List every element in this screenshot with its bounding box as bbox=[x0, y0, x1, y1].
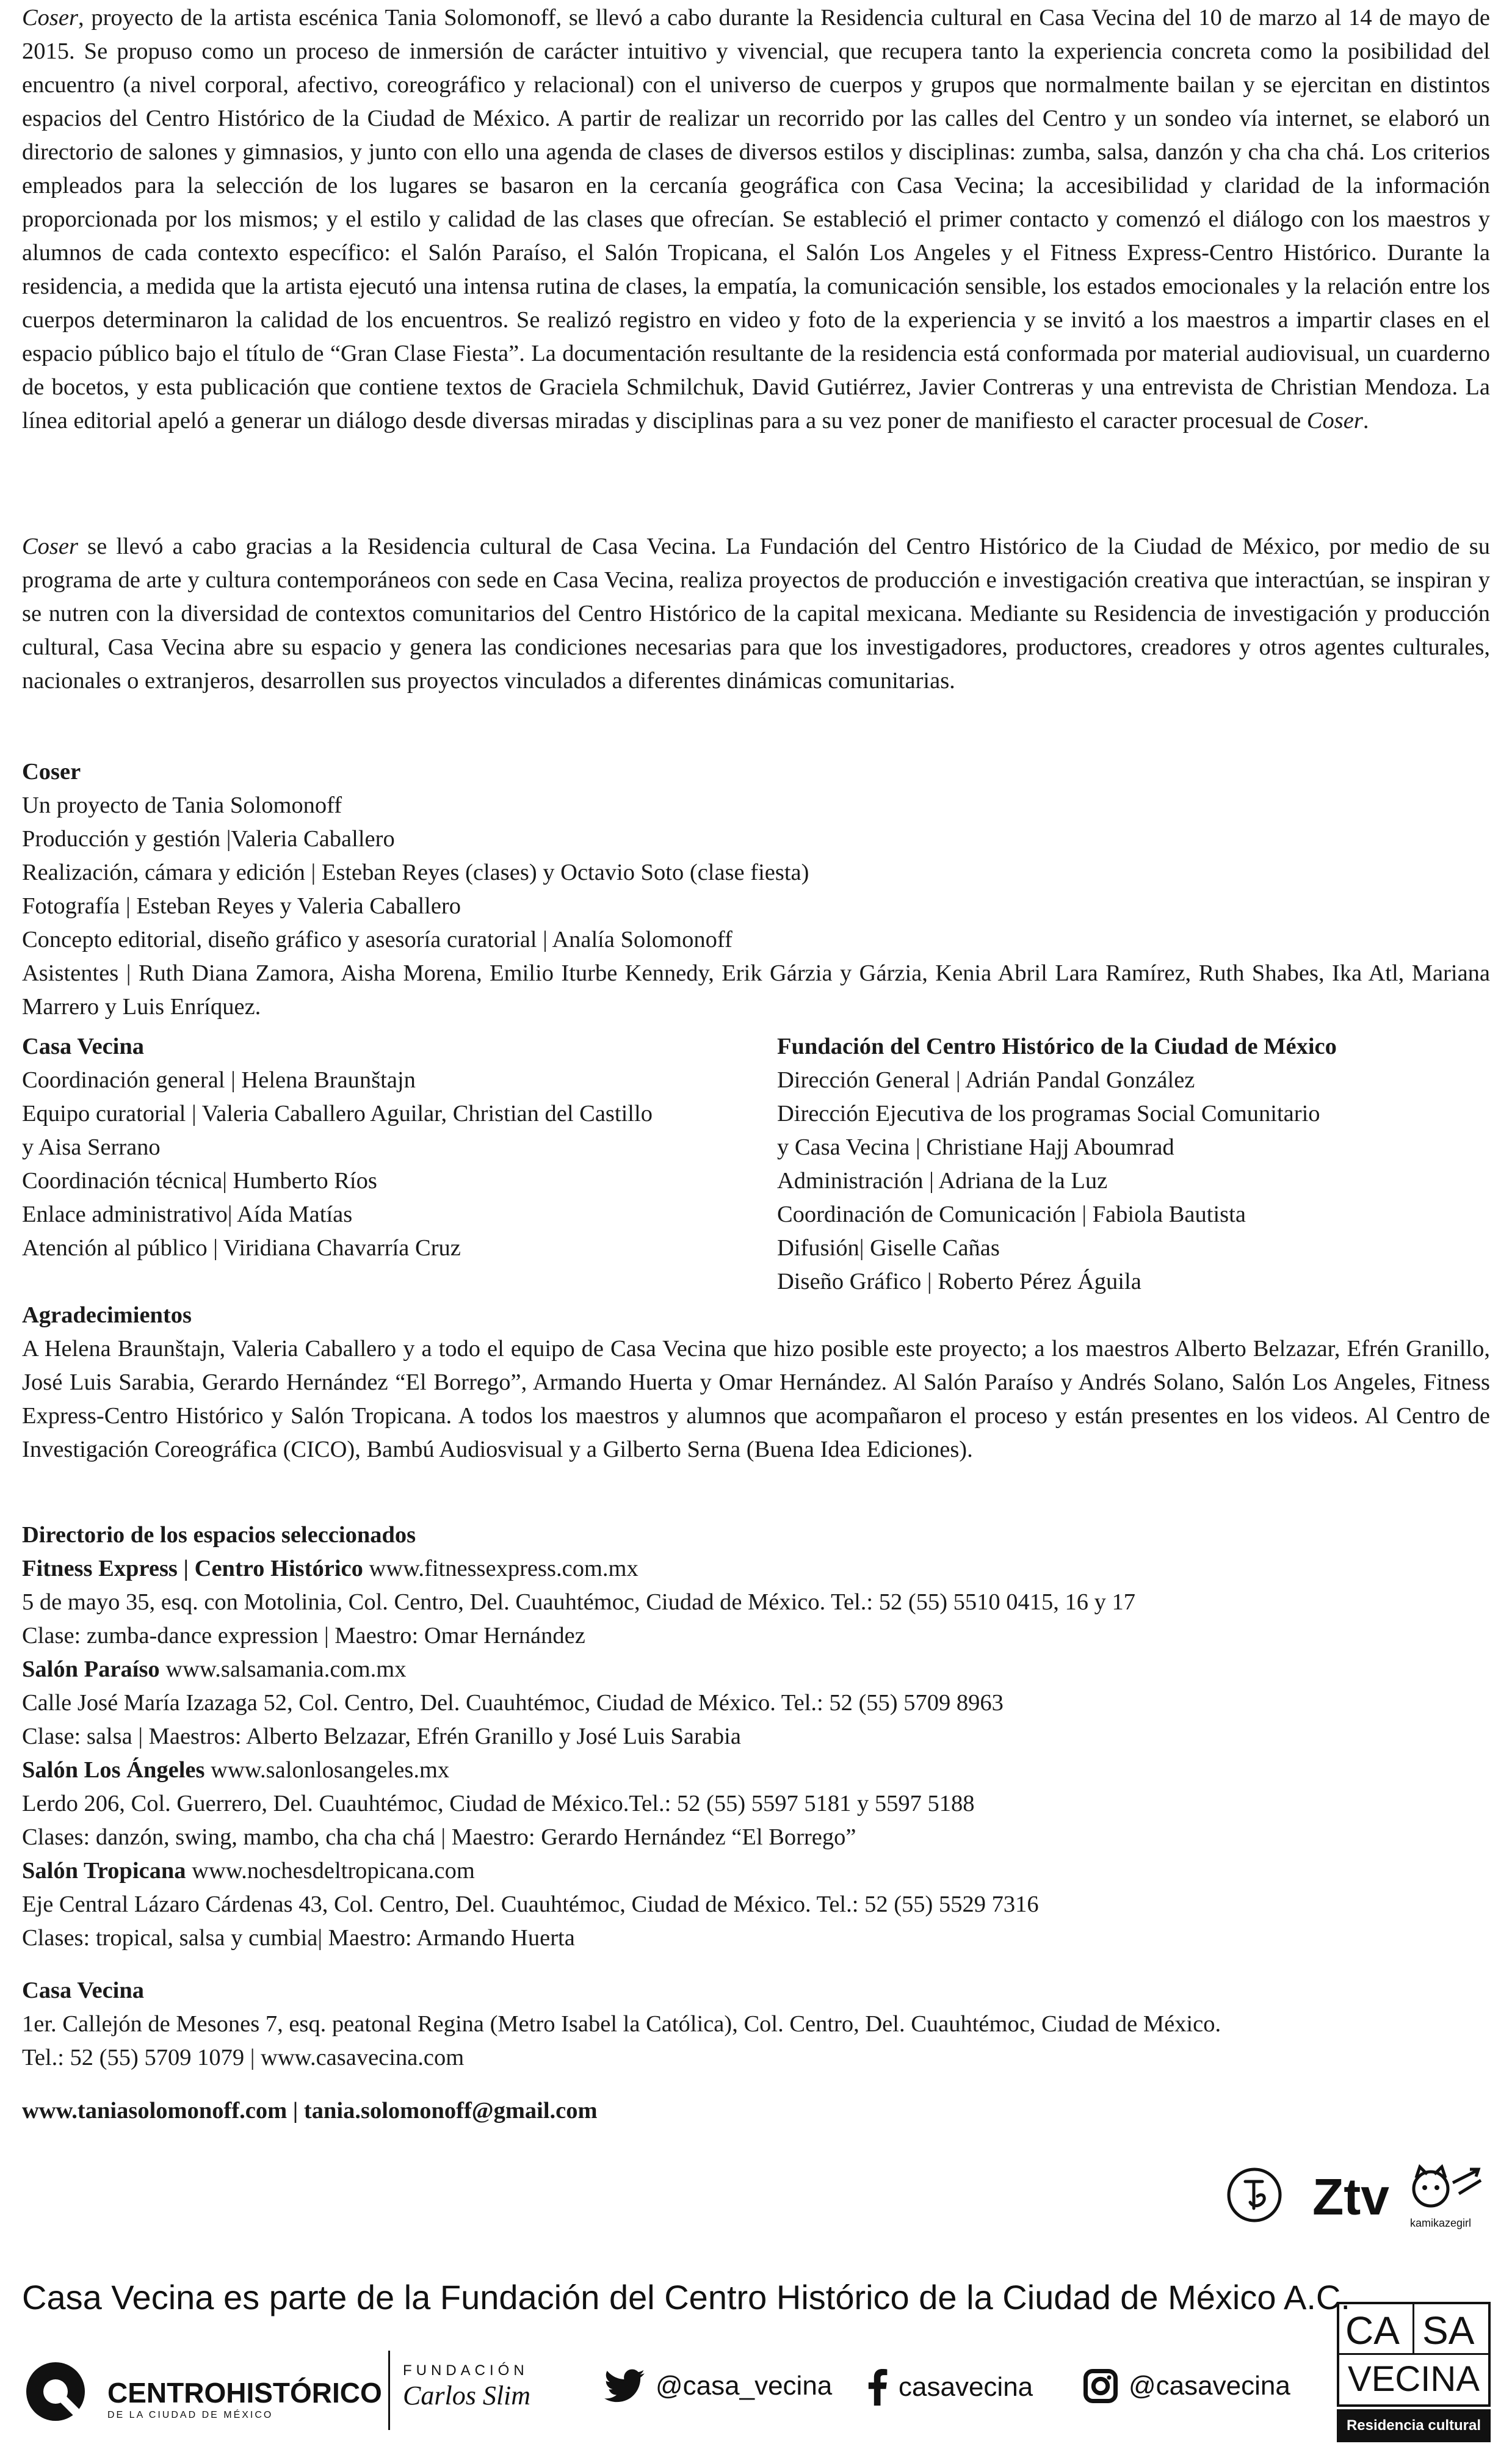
address-line-2: Tel.: 52 (55) 5709 1079 | www.casavecina.com bbox=[22, 2045, 465, 2070]
casa-vecina-line-2: Equipo curatorial | Valeria Caballero Aguilar, Christian del Castillo bbox=[22, 1101, 653, 1126]
casa-logo-sa: SA bbox=[1422, 2309, 1475, 2352]
venue-fitness-header bbox=[22, 1552, 1490, 1586]
coser-credits bbox=[22, 755, 1490, 1024]
venue-paraiso-url[interactable]: www.salsamania.com.mx bbox=[159, 1656, 407, 1682]
contact-section bbox=[22, 2094, 1490, 2128]
casa-vecina-address bbox=[22, 1974, 1490, 2075]
centro-historico-sub: DE LA CIUDAD DE MÉXICO bbox=[107, 2410, 273, 2420]
contact-links[interactable]: www.taniasolomonoff.com | tania.solomonoff@gmail.com bbox=[22, 2098, 598, 2124]
fundacion-line-3: y Casa Vecina | Christiane Hajj Aboumrad bbox=[777, 1134, 1174, 1160]
ztv-logo: Ztv bbox=[1312, 2168, 1389, 2225]
kamikaze-logo bbox=[1410, 2164, 1483, 2232]
second-title: Coser bbox=[22, 534, 78, 559]
intro-title: Coser bbox=[22, 5, 78, 31]
venue-fitness-address: 5 de mayo 35, esq. con Motolinia, Col. Centro, Del. Cuauhtémoc, Ciudad de México. Tel.: 52 (55) 5510 0415, 16 y 17 bbox=[22, 1589, 1136, 1615]
footer-tagline: Casa Vecina es parte de la Fundación del Centro Histórico de la Ciudad de México A.C. bbox=[22, 2278, 1350, 2316]
instagram-handle: @casavecina bbox=[1129, 2371, 1290, 2401]
coser-line-4: Fotografía | Esteban Reyes y Valeria Caballero bbox=[22, 893, 461, 919]
thanks-section bbox=[22, 1299, 1490, 1467]
intro-end: . bbox=[1362, 408, 1369, 433]
venue-angeles-url[interactable]: www.salonlosangeles.mx bbox=[204, 1757, 450, 1783]
venue-angeles-classes: Clases: danzón, swing, mambo, cha cha chá | Maestro: Gerardo Hernández “El Borrego” bbox=[22, 1824, 856, 1850]
ts-logo-icon bbox=[1227, 2164, 1282, 2225]
venue-fitness-classes: Clase: zumba-dance expression | Maestro: Omar Hernández bbox=[22, 1623, 585, 1649]
thanks-text: A Helena Braunštajn, Valeria Caballero y a todo el equipo de Casa Vecina que hizo posible este proyecto; a los maestros Alberto Belzazar, Efrén Granillo, José Luis Sarabia, Gerardo Hernández “El Borrego”, Armando Huerta y Omar Hernández. Al Salón Paraíso y Andrés Solano, Salón Los Angeles, Fitness Express-Centro Histórico y Salón Tropicana. A todos los maestros y alumnos que acompañaron el proceso y están presentes en los videos. Al Centro de Investigación Coreográfica (CICO), Bambú Audiosvisual y a Gilberto Serna (Buena Idea Ediciones). bbox=[22, 1336, 1490, 1462]
venue-paraiso-classes: Clase: salsa | Maestros: Alberto Belzazar, Efrén Granillo y José Luis Sarabia bbox=[22, 1724, 741, 1749]
casa-vecina-heading: Casa Vecina bbox=[22, 1034, 145, 1059]
venue-tropicana-classes: Clases: tropical, salsa y cumbia| Maestro: Armando Huerta bbox=[22, 1925, 575, 1951]
fundacion-line-2: Dirección Ejecutiva de los programas Social Comunitario bbox=[777, 1101, 1320, 1126]
second-text: se llevó a cabo gracias a la Residencia cultural de Casa Vecina. La Fundación del Centro Histórico de la Ciudad de México, por medio de su programa de arte y cultura contemporáneos con sede en Casa Vecina, realiza proyectos de producción e investigación creativa que interactúan, se inspiran y se nutren con la diversidad de contextos comunitarios del Centro Histórico de la capital mexicana. Mediante su Residencia de investigación y producción cultural, Casa Vecina abre su espacio y genera las condiciones necesarias para que los investigadores, productores, creadores y otros agentes culturales, nacionales o extranjeros, desarrollen sus proyectos vinculados a diferentes dinámicas comunitarias. bbox=[22, 534, 1490, 694]
casa-vecina-line-3: y Aisa Serrano bbox=[22, 1134, 161, 1160]
intro-section bbox=[22, 1, 1490, 438]
fundacion-heading: Fundación del Centro Histórico de la Ciudad de México bbox=[777, 1034, 1337, 1059]
thanks-heading: Agradecimientos bbox=[22, 1302, 192, 1328]
coser-line-1: Un proyecto de Tania Solomonoff bbox=[22, 793, 342, 818]
casa-vecina-line-6: Atención al público | Viridiana Chavarría Cruz bbox=[22, 1235, 461, 1261]
centro-historico-icon bbox=[22, 2358, 89, 2425]
facebook-link[interactable] bbox=[867, 2369, 1033, 2406]
venue-tropicana-address: Eje Central Lázaro Cárdenas 43, Col. Centro, Del. Cuauhtémoc, Ciudad de México. Tel.: 52 (55) 5529 7316 bbox=[22, 1892, 1039, 1917]
fundacion-credits bbox=[777, 1030, 1510, 1299]
venue-fitness-url[interactable]: www.fitnessexpress.com.mx bbox=[363, 1556, 638, 1581]
casa-vecina-line-5: Enlace administrativo| Aída Matías bbox=[22, 1202, 353, 1227]
venue-tropicana-name: Salón Tropicana bbox=[22, 1858, 186, 1884]
footer-divider bbox=[388, 2351, 390, 2430]
centro-historico-logo bbox=[22, 2358, 388, 2425]
coser-assistants: Asistentes | Ruth Diana Zamora, Aisha Morena, Emilio Iturbe Kennedy, Erik Gárzia y Gárzia, Kenia Abril Lara Ramírez, Ruth Shabes, Ika Atl, Mariana Marrero y Luis Enríquez. bbox=[22, 960, 1490, 1020]
casa-vecina-logo bbox=[1337, 2302, 1489, 2447]
fundacion-slim-logo bbox=[403, 2362, 586, 2423]
fundacion-line-7: Diseño Gráfico | Roberto Pérez Águila bbox=[777, 1269, 1141, 1294]
coser-line-2: Producción y gestión |Valeria Caballero bbox=[22, 826, 395, 852]
venue-angeles-address: Lerdo 206, Col. Guerrero, Del. Cuauhtémoc, Ciudad de México.Tel.: 52 (55) 5597 5181 y 5597 5188 bbox=[22, 1791, 975, 1816]
fundacion-line-5: Coordinación de Comunicación | Fabiola Bautista bbox=[777, 1202, 1246, 1227]
casa-vecina-line-1: Coordinación general | Helena Braunštajn bbox=[22, 1067, 416, 1093]
address-heading: Casa Vecina bbox=[22, 1978, 145, 2003]
casa-logo-vecina: VECINA bbox=[1348, 2359, 1480, 2399]
fundacion-name: Carlos Slim bbox=[403, 2381, 531, 2410]
twitter-handle: @casa_vecina bbox=[656, 2371, 833, 2401]
coser-line-5: Concepto editorial, diseño gráfico y asesoría curatorial | Analía Solomonoff bbox=[22, 927, 732, 952]
venue-angeles-name: Salón Los Ángeles bbox=[22, 1757, 205, 1783]
intro-text: , proyecto de la artista escénica Tania Solomonoff, se llevó a cabo durante la Residencia cultural en Casa Vecina del 10 de marzo al 14 de mayo de 2015. Se propuso como un proceso de inmersión de carácter intuitivo y vivencial, que recupera tanto la experiencia concreta como la posibilidad del encuentro (a nivel corporal, afectivo, coreográfico y relacional) con el universo de cuerpos y grupos que normalmente bailan y se ejercitan en distintos espacios del Centro Histórico de la Ciudad de México. A partir de realizar un recorrido por las calles del Centro y un sondeo vía internet, se elaboró un directorio de salones y gimnasios, y junto con ello una agenda de clases de diversos estilos y disciplinas: zumba, salsa, danzón y cha cha chá. Los criterios empleados para la selección de los lugares se basaron en la cercanía geográfica con Casa Vecina; la accesibilidad y claridad de la información proporcionada por los mismos; y el estilo y calidad de las clases que ofrecían. Se estableció el primer contacto y comenzó el diálogo con los maestros y alumnos de cada contexto específico: el Salón Paraíso, el Salón Tropicana, el Salón Los Angeles y el Fitness Express-Centro Histórico. Durante la residencia, a medida que la artista ejecutó una intensa rutina de clases, la empatía, la comunicación sensible, los estados emocionales y la relación entre los cuerpos determinaron la calidad de los encuentros. Se realizó registro en video y foto de la experiencia y se invitó a los maestros a impartir clases en el espacio público bajo el título de “Gran Clase Fiesta”. La documentación resultante de la residencia está conformada por material audiovisual, un cuarderno de bocetos, y esta publicación que contiene textos de Graciela Schmilchuk, David Gutiérrez, Javier Contreras y una entrevista de Christian Mendoza. La línea editorial apeló a generar un diálogo desde diversas miradas y disciplinas para a su vez poner de manifiesto el caracter procesual de bbox=[22, 5, 1490, 433]
venue-fitness-name: Fitness Express | Centro Histórico bbox=[22, 1556, 363, 1581]
facebook-handle: casavecina bbox=[899, 2372, 1033, 2402]
venue-paraiso-name: Salón Paraíso bbox=[22, 1656, 160, 1682]
ts-logo bbox=[1227, 2164, 1282, 2225]
facebook-icon bbox=[867, 2369, 888, 2406]
kamikaze-cat-icon bbox=[1410, 2164, 1483, 2213]
directory-heading: Directorio de los espacios seleccionados bbox=[22, 1522, 416, 1548]
venue-paraiso-address: Calle José María Izazaga 52, Col. Centro, Del. Cuauhtémoc, Ciudad de México. Tel.: 52 (55) 5709 8963 bbox=[22, 1690, 1004, 1716]
coser-line-3: Realización, cámara y edición | Esteban Reyes (clases) y Octavio Soto (clase fiesta) bbox=[22, 860, 809, 885]
casa-vecina-credits bbox=[22, 1030, 754, 1265]
venue-tropicana-url[interactable]: www.nochesdeltropicana.com bbox=[186, 1858, 475, 1884]
twitter-link[interactable] bbox=[604, 2369, 832, 2403]
venue-angeles-header bbox=[22, 1754, 1490, 1787]
second-paragraph bbox=[22, 530, 1490, 698]
fundacion-line-1: Dirección General | Adrián Pandal González bbox=[777, 1067, 1195, 1093]
twitter-icon bbox=[604, 2369, 645, 2403]
casa-vecina-line-4: Coordinación técnica| Humberto Ríos bbox=[22, 1168, 377, 1194]
venue-tropicana-header bbox=[22, 1854, 1490, 1888]
instagram-icon bbox=[1083, 2369, 1118, 2403]
intro-end-title: Coser bbox=[1306, 408, 1363, 433]
centro-historico-main: CENTROHISTÓRICO bbox=[107, 2377, 382, 2409]
fundacion-label: FUNDACIÓN bbox=[403, 2362, 529, 2379]
fundacion-line-6: Difusión| Giselle Cañas bbox=[777, 1235, 1000, 1261]
intro-paragraph bbox=[22, 1, 1490, 438]
kamikaze-label: kamikazegirl bbox=[1410, 2217, 1472, 2229]
second-section bbox=[22, 530, 1490, 698]
instagram-link[interactable] bbox=[1083, 2369, 1290, 2403]
fundacion-line-4: Administración | Adriana de la Luz bbox=[777, 1168, 1108, 1194]
coser-heading: Coser bbox=[22, 759, 81, 785]
address-line-1: 1er. Callejón de Mesones 7, esq. peatonal Regina (Metro Isabel la Católica), Col. Centro, Del. Cuauhtémoc, Ciudad de México. bbox=[22, 2011, 1221, 2037]
casa-logo-ca: CA bbox=[1345, 2309, 1400, 2352]
venue-paraiso-header bbox=[22, 1653, 1490, 1686]
directory-section bbox=[22, 1518, 1490, 1955]
casa-logo-residencia: Residencia cultural bbox=[1337, 2409, 1491, 2442]
